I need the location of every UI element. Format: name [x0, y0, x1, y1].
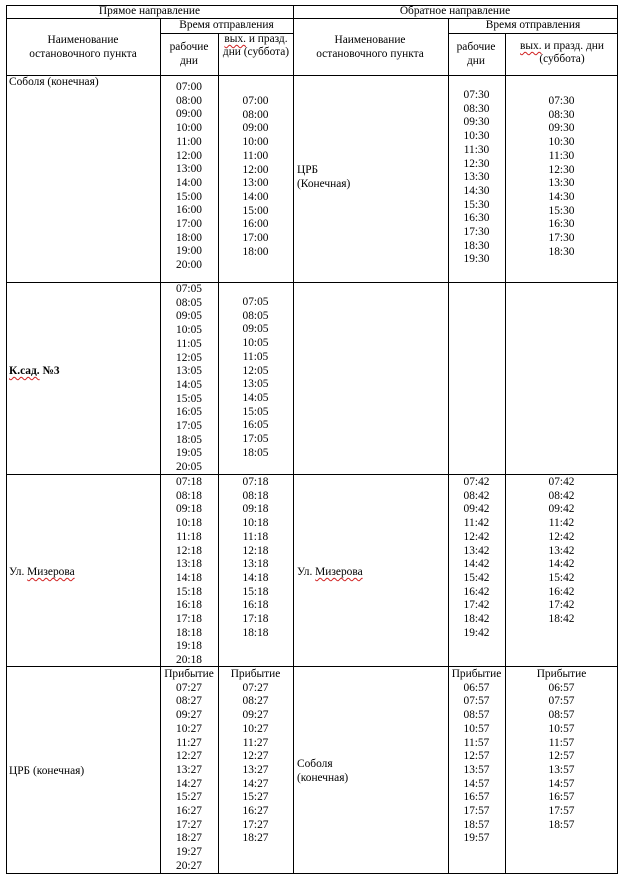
time-cell: 09:00 — [242, 122, 269, 135]
time-cell: 16:05 — [176, 406, 202, 419]
time-cell: 08:30 — [463, 102, 490, 115]
time-cell: 10:18 — [176, 517, 202, 530]
time-cell: 07:18 — [242, 476, 269, 488]
time-cell: 07:30 — [463, 89, 490, 101]
rule — [6, 5, 7, 874]
time-cell: 10:57 — [548, 722, 575, 735]
time-cell: 11:27 — [242, 736, 269, 749]
header-weekdays-forward: рабочие дни — [169, 41, 209, 67]
time-cell: 10:27 — [242, 722, 269, 735]
time-cell: 12:00 — [242, 163, 269, 176]
times-r1-rev-wknd — [505, 95, 618, 259]
header-weekend-rest: и празд. дни (суббота) — [222, 33, 290, 58]
time-cell: 07:00 — [242, 95, 269, 107]
time-cell: 08:42 — [548, 489, 575, 502]
stop-r1-reverse-name: ЦРБ — [297, 164, 319, 176]
time-cell: 17:18 — [242, 613, 269, 626]
stop-r3-forward — [9, 566, 75, 580]
times-r4-fwd-work — [160, 668, 218, 874]
time-cell: 07:27 — [242, 681, 269, 694]
time-cell: 09:00 — [176, 108, 202, 121]
header-forward: Прямое направление — [98, 5, 201, 17]
time-cell: 12:57 — [548, 750, 575, 763]
time-cell: 19:00 — [176, 245, 202, 258]
time-cell: 09:30 — [463, 116, 490, 129]
time-cell: 18:00 — [242, 245, 269, 258]
time-cell: 16:27 — [242, 805, 269, 818]
time-cell: 11:05 — [176, 337, 202, 350]
rule — [6, 282, 618, 283]
time-cell: 08:57 — [548, 709, 575, 722]
stop-r3-rev-prefix: Ул. — [297, 566, 316, 578]
time-cell: 17:00 — [242, 232, 269, 245]
time-cell: 16:18 — [242, 599, 269, 612]
time-cell: 08:18 — [242, 489, 269, 502]
time-cell: 10:00 — [242, 136, 269, 149]
time-cell: 13:57 — [548, 763, 575, 776]
time-cell: 12:30 — [463, 157, 490, 170]
time-cell: 12:42 — [548, 530, 575, 543]
stop-r4-reverse-note: (конечная) — [297, 771, 349, 784]
time-cell: 13:00 — [176, 163, 202, 176]
time-cell: 15:18 — [242, 585, 269, 598]
time-cell: 15:00 — [242, 204, 269, 217]
times-r3-fwd-wknd — [218, 476, 293, 640]
time-cell: 15:42 — [548, 571, 575, 584]
time-cell: 18:27 — [242, 832, 269, 845]
time-cell: 20:00 — [176, 259, 202, 272]
time-cell: 13:05 — [242, 378, 269, 391]
time-cell: 10:30 — [463, 130, 490, 143]
time-cell: 15:18 — [176, 585, 202, 598]
time-cell: 14:27 — [242, 777, 269, 790]
times-r4-rev-work — [448, 668, 505, 846]
time-cell: 08:00 — [176, 94, 202, 107]
time-cell: 19:42 — [463, 626, 490, 639]
time-cell: 15:42 — [463, 571, 490, 584]
time-cell: 18:42 — [463, 613, 490, 626]
stop-r4-reverse-name: Соболя — [297, 758, 333, 770]
time-cell: 14:30 — [463, 184, 490, 197]
time-cell: 13:57 — [463, 763, 490, 776]
stop-r4-forward: ЦРБ (конечная) — [9, 765, 85, 777]
rule — [6, 873, 618, 874]
time-cell: 12:05 — [176, 351, 202, 364]
time-cell: 07:57 — [548, 695, 575, 708]
time-cell: 14:05 — [176, 378, 202, 391]
time-cell: 13:42 — [548, 544, 575, 557]
stop-r2-forward — [9, 365, 60, 379]
rule — [293, 5, 294, 874]
rule — [448, 33, 618, 34]
time-cell: 08:27 — [176, 695, 202, 708]
time-cell: 16:00 — [242, 218, 269, 231]
arrival-label: Прибытие — [451, 668, 502, 680]
time-cell: 10:30 — [548, 136, 575, 149]
time-cell: 14:57 — [548, 777, 575, 790]
time-cell: 07:27 — [176, 681, 202, 694]
times-r3-fwd-work — [160, 476, 218, 668]
time-cell: 12:18 — [242, 544, 269, 557]
time-cell: 18:18 — [242, 626, 269, 639]
time-cell: 08:00 — [242, 108, 269, 121]
time-cell: 16:42 — [463, 585, 490, 598]
time-cell: 18:05 — [242, 446, 269, 459]
time-cell: 17:57 — [463, 805, 490, 818]
time-cell: 18:30 — [548, 245, 575, 258]
time-cell: 11:42 — [548, 517, 575, 530]
time-cell: 16:57 — [463, 791, 490, 804]
time-cell: 11:00 — [242, 149, 269, 162]
time-cell: 16:05 — [242, 419, 269, 432]
time-cell: 09:18 — [242, 503, 269, 516]
times-r2-fwd-wknd — [218, 296, 293, 460]
header-weekend-rest: и празд. дни (суббота) — [539, 40, 604, 65]
time-cell: 18:57 — [548, 818, 575, 831]
time-cell: 20:05 — [176, 461, 202, 474]
time-cell: 07:00 — [176, 81, 202, 93]
times-r3-rev-wknd — [505, 476, 618, 627]
time-cell: 07:05 — [176, 283, 202, 295]
time-cell: 12:42 — [463, 530, 490, 543]
times-r2-fwd-work — [160, 283, 218, 475]
stop-r2-prefix: К.сад. — [9, 365, 40, 377]
time-cell: 14:42 — [463, 558, 490, 571]
time-cell: 11:57 — [548, 736, 575, 749]
time-cell: 14:30 — [548, 190, 575, 203]
header-departure-reverse: Время отправления — [485, 19, 581, 31]
time-cell: 13:30 — [548, 177, 575, 190]
header-weekend-forward — [219, 33, 293, 58]
time-cell: 18:57 — [463, 818, 490, 831]
arrival-label: Прибытие — [230, 668, 281, 680]
time-cell: 06:57 — [463, 681, 490, 694]
time-cell: 15:30 — [463, 198, 490, 211]
stop-r2-rest: №3 — [39, 365, 60, 377]
arrival-label: Прибытие — [536, 668, 587, 680]
time-cell: 12:00 — [176, 149, 202, 162]
time-cell: 15:05 — [176, 392, 202, 405]
time-cell: 10:18 — [242, 517, 269, 530]
time-cell: 12:18 — [176, 544, 202, 557]
time-cell: 15:00 — [176, 190, 202, 203]
time-cell: 17:42 — [463, 599, 490, 612]
time-cell: 18:27 — [176, 832, 202, 845]
time-cell: 16:30 — [463, 212, 490, 225]
times-r1-rev-work — [448, 89, 505, 267]
time-cell: 14:18 — [242, 571, 269, 584]
time-cell: 11:00 — [176, 135, 202, 148]
time-cell: 17:57 — [548, 805, 575, 818]
time-cell: 18:05 — [176, 433, 202, 446]
time-cell: 09:42 — [463, 503, 490, 516]
time-cell: 12:57 — [463, 750, 490, 763]
time-cell: 10:05 — [242, 337, 269, 350]
times-r3-rev-work — [448, 476, 505, 640]
header-weekdays-reverse: рабочие дни — [456, 41, 496, 67]
time-cell: 11:42 — [463, 517, 490, 530]
time-cell: 15:05 — [242, 405, 269, 418]
time-cell: 11:27 — [176, 736, 202, 749]
time-cell: 12:27 — [176, 750, 202, 763]
times-r4-rev-wknd — [505, 668, 618, 832]
time-cell: 19:57 — [463, 832, 490, 845]
time-cell: 17:27 — [242, 818, 269, 831]
time-cell: 11:05 — [242, 350, 269, 363]
time-cell: 10:00 — [176, 122, 202, 135]
time-cell: 17:05 — [176, 420, 202, 433]
stop-r3-rev-rest: Мизерова — [315, 566, 363, 578]
header-weekend-reverse — [506, 40, 618, 65]
arrival-label: Прибытие — [164, 668, 214, 680]
time-cell: 09:05 — [242, 323, 269, 336]
time-cell: 08:27 — [242, 695, 269, 708]
time-cell: 11:18 — [176, 530, 202, 543]
time-cell: 09:30 — [548, 122, 575, 135]
time-cell: 16:30 — [548, 218, 575, 231]
time-cell: 14:57 — [463, 777, 490, 790]
time-cell: 18:42 — [548, 613, 575, 626]
times-r1-fwd-work — [160, 81, 218, 273]
time-cell: 17:05 — [242, 433, 269, 446]
time-cell: 19:18 — [176, 640, 202, 653]
stop-r3-prefix: Ул. — [9, 566, 28, 578]
time-cell: 18:30 — [463, 239, 490, 252]
stop-r1-forward: Соболя (конечная) — [9, 76, 99, 88]
time-cell: 13:18 — [176, 558, 202, 571]
time-cell: 08:30 — [548, 108, 575, 121]
time-cell: 10:27 — [176, 722, 202, 735]
times-r1-fwd-wknd — [218, 95, 293, 259]
header-weekend-prefix: вых. — [224, 33, 246, 45]
time-cell: 16:27 — [176, 805, 202, 818]
time-cell: 16:57 — [548, 791, 575, 804]
stop-r1-reverse-note: (Конечная) — [297, 177, 351, 190]
time-cell: 07:42 — [463, 476, 490, 488]
time-cell: 16:42 — [548, 585, 575, 598]
time-cell: 09:27 — [176, 709, 202, 722]
time-cell: 14:42 — [548, 558, 575, 571]
time-cell: 08:18 — [176, 489, 202, 502]
time-cell: 13:18 — [242, 558, 269, 571]
time-cell: 13:05 — [176, 365, 202, 378]
time-cell: 11:30 — [463, 143, 490, 156]
time-cell: 18:18 — [176, 626, 202, 639]
header-stop-reverse: Наименование остановочного пункта — [316, 34, 424, 60]
time-cell: 15:27 — [176, 791, 202, 804]
time-cell: 13:27 — [176, 763, 202, 776]
times-r4-fwd-wknd — [218, 668, 293, 846]
time-cell: 08:42 — [463, 489, 490, 502]
time-cell: 17:30 — [548, 232, 575, 245]
time-cell: 16:18 — [176, 599, 202, 612]
time-cell: 09:05 — [176, 310, 202, 323]
stop-r3-reverse — [297, 566, 363, 580]
time-cell: 13:00 — [242, 177, 269, 190]
time-cell: 11:30 — [548, 149, 575, 162]
stop-r3-rest: Мизерова — [27, 566, 75, 578]
time-cell: 09:18 — [176, 503, 202, 516]
time-cell: 08:05 — [242, 309, 269, 322]
stop-r1-reverse — [297, 164, 350, 191]
time-cell: 17:30 — [463, 226, 490, 239]
time-cell: 17:00 — [176, 218, 202, 231]
time-cell: 20:18 — [176, 654, 202, 667]
time-cell: 20:27 — [176, 859, 202, 872]
time-cell: 13:30 — [463, 171, 490, 184]
header-reverse: Обратное направление — [399, 5, 511, 17]
header-departure-forward: Время отправления — [179, 19, 274, 31]
time-cell: 14:27 — [176, 777, 202, 790]
time-cell: 08:57 — [463, 709, 490, 722]
time-cell: 11:57 — [463, 736, 490, 749]
time-cell: 08:05 — [176, 296, 202, 309]
time-cell: 15:27 — [242, 791, 269, 804]
time-cell: 14:00 — [176, 176, 202, 189]
time-cell: 07:42 — [548, 476, 575, 488]
time-cell: 17:27 — [176, 818, 202, 831]
time-cell: 12:27 — [242, 750, 269, 763]
time-cell: 07:30 — [548, 95, 575, 107]
time-cell: 10:05 — [176, 324, 202, 337]
time-cell: 19:30 — [463, 253, 490, 266]
time-cell: 19:05 — [176, 447, 202, 460]
time-cell: 16:00 — [176, 204, 202, 217]
time-cell: 12:05 — [242, 364, 269, 377]
time-cell: 07:57 — [463, 695, 490, 708]
rule — [6, 474, 618, 475]
time-cell: 10:57 — [463, 722, 490, 735]
time-cell: 15:30 — [548, 204, 575, 217]
time-cell: 06:57 — [548, 681, 575, 694]
time-cell: 11:18 — [242, 530, 269, 543]
time-cell: 17:42 — [548, 599, 575, 612]
stop-r4-reverse — [297, 758, 348, 785]
time-cell: 09:42 — [548, 503, 575, 516]
time-cell: 14:00 — [242, 190, 269, 203]
time-cell: 17:18 — [176, 613, 202, 626]
time-cell: 19:27 — [176, 846, 202, 859]
time-cell: 18:00 — [176, 231, 202, 244]
time-cell: 13:42 — [463, 544, 490, 557]
time-cell: 14:05 — [242, 391, 269, 404]
time-cell: 09:27 — [242, 709, 269, 722]
header-weekend-prefix: вых. — [520, 40, 542, 52]
time-cell: 12:30 — [548, 163, 575, 176]
rule — [6, 666, 618, 667]
time-cell: 13:27 — [242, 763, 269, 776]
time-cell: 14:18 — [176, 571, 202, 584]
time-cell: 07:18 — [176, 476, 202, 488]
header-stop-forward: Наименование остановочного пункта — [29, 34, 137, 60]
time-cell: 07:05 — [242, 296, 269, 308]
